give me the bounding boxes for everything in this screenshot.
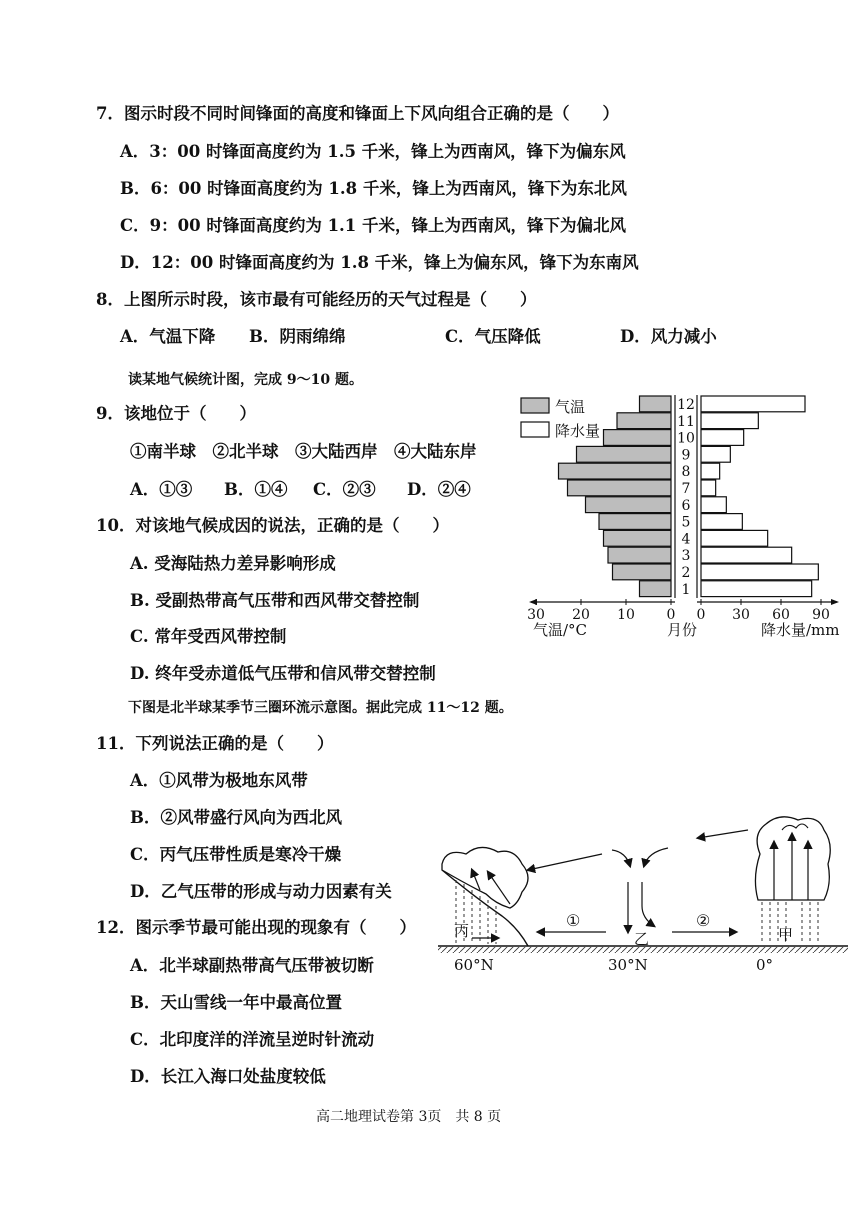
- q12-option-d: D．长江入海口处盐度较低: [130, 1067, 326, 1086]
- temp-bar-month-4: [604, 530, 672, 546]
- month-label-4: 4: [681, 531, 691, 548]
- month-label-5: 5: [681, 514, 691, 531]
- lat-label-0: 0°: [756, 956, 774, 974]
- intro-9-10: 读某地气候统计图，完成 9～10 题。: [128, 372, 363, 388]
- label-yi: 乙: [634, 930, 650, 948]
- q8-stem: 8．上图所示时段，该市最有可能经历的天气过程是（ ）: [96, 290, 537, 309]
- precip-bar-month-11: [701, 413, 758, 429]
- q10-option-a: A. 受海陆热力差异影响形成: [130, 554, 336, 573]
- q11-stem: 11．下列说法正确的是（ ）: [96, 734, 334, 753]
- q7-option-d: D．12：00 时锋面高度约为 1.8 千米，锋上为偏东风，锋下为东南风: [120, 253, 639, 272]
- q9-option-b: B．①④: [224, 480, 288, 499]
- temp-tick-label-20: 20: [572, 607, 590, 623]
- equator-cloud: [755, 817, 830, 900]
- precip-tick-label-90: 90: [812, 607, 830, 623]
- temp-bar-month-3: [608, 547, 671, 563]
- temp-bar-month-12: [640, 396, 672, 412]
- legend-precip-label: 降水量: [555, 422, 601, 440]
- q7-stem: 7．图示时段不同时间锋面的高度和锋面上下风向组合正确的是（ ）: [96, 104, 619, 123]
- precip-bar-month-2: [701, 564, 818, 580]
- precip-bar-month-7: [701, 480, 716, 496]
- month-label-7: 7: [681, 481, 691, 497]
- precipitation-bars: [701, 396, 818, 597]
- label-bing: 丙: [454, 922, 470, 940]
- precip-bar-month-3: [701, 547, 792, 563]
- q11-option-a: A．①风带为极地东风带: [130, 771, 308, 790]
- precip-bar-month-6: [701, 497, 726, 513]
- temp-axis-label: 气温/°C: [533, 621, 588, 639]
- precip-axis-label: 降水量/mm: [761, 621, 840, 639]
- precip-bar-month-4: [701, 530, 768, 546]
- upper-arrow-north: [698, 830, 748, 838]
- legend-temp-label: 气温: [555, 398, 586, 416]
- precip-bar-month-5: [701, 514, 742, 530]
- upper-arrow-down-1: [612, 850, 630, 866]
- precip-tick-label-30: 30: [732, 607, 750, 623]
- upper-arrow-down-2: [644, 848, 668, 866]
- temp-bar-month-10: [604, 430, 672, 446]
- intro-11-12: 下图是北半球某季节三圈环流示意图。据此完成 11～12 题。: [128, 700, 513, 716]
- q12-option-a: A．北半球副热带高气压带被切断: [130, 956, 374, 975]
- precip-tick-label-0: 0: [696, 607, 706, 623]
- q10-stem: 10．对该地气候成因的说法，正确的是（ ）: [96, 516, 449, 535]
- lat-label-30n: 30°N: [608, 956, 648, 974]
- upper-arrow-west: [528, 854, 602, 870]
- precip-tick-label-60: 60: [772, 607, 790, 623]
- label-jia: 甲: [778, 926, 794, 944]
- month-label-2: 2: [681, 565, 691, 581]
- month-label-3: 3: [681, 548, 691, 565]
- temp-bar-month-11: [617, 413, 671, 429]
- temp-bar-month-2: [613, 564, 672, 580]
- month-label-9: 9: [681, 447, 691, 464]
- q12-option-c: C．北印度洋的洋流呈逆时针流动: [130, 1030, 375, 1049]
- q8-option-b: B．阴雨绵绵: [249, 327, 346, 346]
- precip-bar-month-8: [701, 463, 720, 479]
- q7-option-b: B．6：00 时锋面高度约为 1.8 千米，锋上为西南风，锋下为东北风: [120, 179, 627, 198]
- month-label-8: 8: [681, 464, 691, 481]
- q12-stem: 12．图示季节最可能出现的现象有（ ）: [96, 918, 416, 937]
- q11-option-c: C．丙气压带性质是寒冷干燥: [130, 845, 342, 864]
- month-label-12: 12: [677, 397, 695, 413]
- precip-bar-month-9: [701, 446, 730, 462]
- temp-tick-label-0: 0: [666, 607, 676, 623]
- q11-option-d: D．乙气压带的形成与动力因素有关: [130, 882, 392, 901]
- lat-label-60n: 60°N: [454, 956, 494, 974]
- q9-option-d: D．②④: [407, 480, 471, 499]
- q9-option-c: C．②③: [313, 480, 376, 499]
- label-belt-1: ①: [566, 911, 581, 930]
- label-belt-2: ②: [696, 911, 711, 930]
- month-label-10: 10: [677, 430, 695, 447]
- q10-option-d: D. 终年受赤道低气压带和信风带交替控制: [130, 664, 436, 683]
- q8-option-d: D．风力减小: [620, 327, 717, 346]
- month-label-1: 1: [681, 581, 691, 598]
- temp-tick-label-10: 10: [617, 607, 635, 623]
- temp-bar-month-1: [640, 581, 672, 597]
- precip-bar-month-12: [701, 396, 805, 412]
- legend-temp-swatch: [521, 398, 549, 413]
- front-cloud: [442, 847, 528, 908]
- month-labels: [677, 397, 695, 598]
- month-axis-label: 月份: [667, 621, 698, 639]
- q7-option-c: C．9：00 时锋面高度约为 1.1 千米，锋上为西南风，锋下为偏北风: [120, 216, 627, 235]
- precip-bar-month-10: [701, 430, 744, 446]
- q9-choices: ①南半球 ②北半球 ③大陆西岸 ④大陆东岸: [130, 442, 477, 461]
- temp-bar-month-9: [577, 446, 672, 462]
- climate-chart: [515, 390, 855, 650]
- temp-tick-label-30: 30: [527, 607, 545, 623]
- q9-stem: 9．该地位于（ ）: [96, 404, 256, 423]
- q8-option-a: A．气温下降: [120, 327, 216, 346]
- temp-bar-month-7: [568, 480, 672, 496]
- q7-option-a: A．3：00 时锋面高度约为 1.5 千米，锋上为西南风，锋下为偏东风: [120, 142, 626, 161]
- temp-bar-month-8: [559, 463, 672, 479]
- month-label-6: 6: [681, 497, 691, 514]
- q9-option-a: A．①③: [130, 480, 193, 499]
- sinking-arrow-right: [642, 882, 654, 926]
- page-footer: 高二地理试卷第 3页 共 8 页: [316, 1109, 502, 1125]
- q11-option-b: B．②风带盛行风向为西北风: [130, 808, 342, 827]
- temp-bar-month-6: [586, 497, 672, 513]
- legend-precip-swatch: [521, 422, 549, 437]
- circulation-diagram: [436, 808, 856, 978]
- precip-bar-month-1: [701, 581, 812, 597]
- temp-bar-month-5: [599, 514, 671, 530]
- q10-option-b: B. 受副热带高气压带和西风带交替控制: [130, 591, 420, 610]
- q12-option-b: B．天山雪线一年中最高位置: [130, 993, 342, 1012]
- precip-scale-arrow: [831, 599, 839, 605]
- q8-option-c: C．气压降低: [445, 327, 541, 346]
- q10-option-c: C. 常年受西风带控制: [130, 627, 287, 646]
- month-label-11: 11: [677, 413, 695, 430]
